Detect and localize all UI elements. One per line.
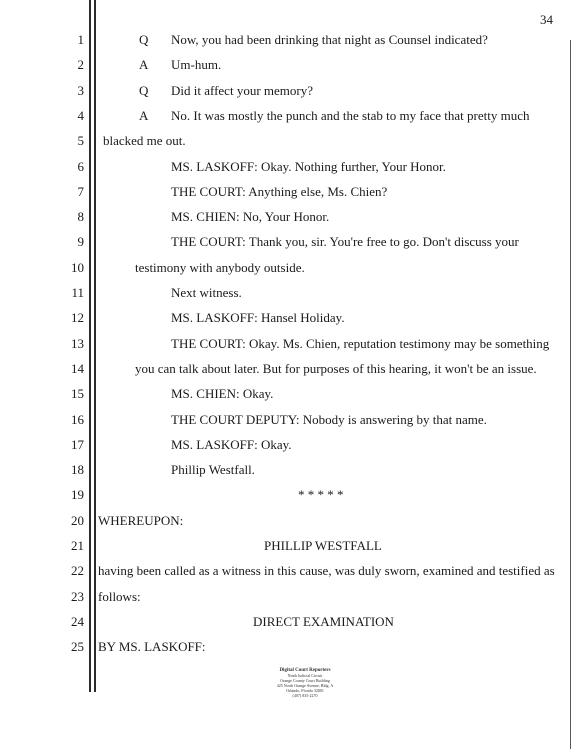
transcript-line-text: WHEREUPON: (98, 512, 184, 528)
line-number: 23 (71, 588, 84, 604)
transcript-line-text: DIRECT EXAMINATION (253, 613, 394, 629)
line-number: 13 (71, 335, 84, 351)
transcript-line-text: MS. LASKOFF: Hansel Holiday. (171, 310, 345, 326)
transcript-line-text: MS. CHIEN: No, Your Honor. (171, 209, 330, 225)
line-number: 4 (77, 107, 84, 123)
transcript-line-text: Did it affect your memory? (171, 82, 313, 98)
transcript-line-text: blacked me out. (103, 133, 186, 149)
line-number: 5 (77, 133, 84, 149)
line-number: 16 (71, 411, 84, 427)
line-number: 6 (77, 158, 84, 174)
transcript-line-text: A (139, 107, 149, 123)
reporter-phone: (407) 835-2270 (292, 693, 318, 698)
line-number: 1 (77, 32, 84, 47)
transcript-line-text: Phillip Westfall. (171, 462, 255, 478)
transcript-line-text: having been called as a witness in this cause, was duly sworn, examined and testified as (98, 563, 555, 579)
transcript-line-text: THE COURT: Okay. Ms. Chien, reputation testimony may be something (171, 335, 550, 351)
line-number: 10 (71, 259, 84, 275)
transcript-line-text: follows: (98, 588, 141, 604)
reporter-address-line: Ninth Judicial Circuit (287, 673, 323, 678)
line-number: 22 (71, 563, 84, 579)
transcript-line-text: No. It was mostly the punch and the stab to my face that pretty much (171, 107, 530, 123)
reporter-address-line: Orlando, Florida 32801 (286, 688, 324, 693)
transcript-line-text: Now, you had been drinking that night as Counsel indicated? (171, 32, 488, 47)
reporter-address-line: Orange County Court Building (280, 678, 330, 683)
line-number: 19 (71, 487, 84, 503)
transcript-line-text: BY MS. LASKOFF: (98, 639, 206, 655)
transcript-line-text: you can talk about later. But for purposes of this hearing, it won't be an issue. (135, 360, 537, 376)
line-number: 25 (71, 639, 84, 655)
left-margin-rule (89, 0, 91, 692)
line-number: 9 (77, 234, 84, 250)
transcript-line-text: THE COURT: Anything else, Ms. Chien? (171, 183, 388, 199)
line-number: 8 (77, 209, 84, 225)
transcript-line-text: Q (139, 82, 149, 98)
page-number: 34 (540, 12, 553, 27)
reporter-address-line: 425 North Orange Avenue, Bldg. A (276, 683, 334, 688)
right-margin-rule (570, 40, 571, 749)
line-number: 20 (71, 512, 84, 528)
left-margin-rule-inner (94, 0, 96, 692)
transcript-line-text: * * * * * (298, 487, 344, 503)
transcript-line-text: MS. CHIEN: Okay. (171, 386, 274, 402)
line-number: 7 (77, 183, 84, 199)
transcript-line-text: THE COURT DEPUTY: Nobody is answering by that name. (171, 411, 487, 427)
transcript-line-text: Um-hum. (171, 57, 222, 73)
reporter-name: Digital Court Reporters (279, 668, 331, 673)
line-number: 3 (77, 82, 84, 98)
transcript-line-text: THE COURT: Thank you, sir. You're free to go. Don't discuss your (171, 234, 519, 250)
line-number: 12 (71, 310, 84, 326)
line-number: 21 (71, 538, 84, 553)
transcript-line-text: MS. LASKOFF: Okay. (171, 436, 292, 452)
transcript-line-text: testimony with anybody outside. (135, 259, 305, 275)
transcript-line-text: Next witness. (171, 285, 242, 300)
line-number: 14 (71, 360, 84, 376)
line-number: 15 (71, 386, 84, 402)
transcript-line-text: Q (139, 32, 149, 47)
line-number: 2 (77, 57, 84, 73)
reporter-footer (250, 668, 360, 698)
line-number: 17 (71, 436, 84, 452)
line-number: 11 (71, 285, 84, 300)
line-number: 24 (71, 613, 84, 629)
transcript-line-text: PHILLIP WESTFALL (264, 538, 382, 553)
transcript-line-text: MS. LASKOFF: Okay. Nothing further, Your Honor. (171, 158, 446, 174)
line-number: 18 (71, 462, 84, 478)
transcript-line-text: A (139, 57, 149, 73)
